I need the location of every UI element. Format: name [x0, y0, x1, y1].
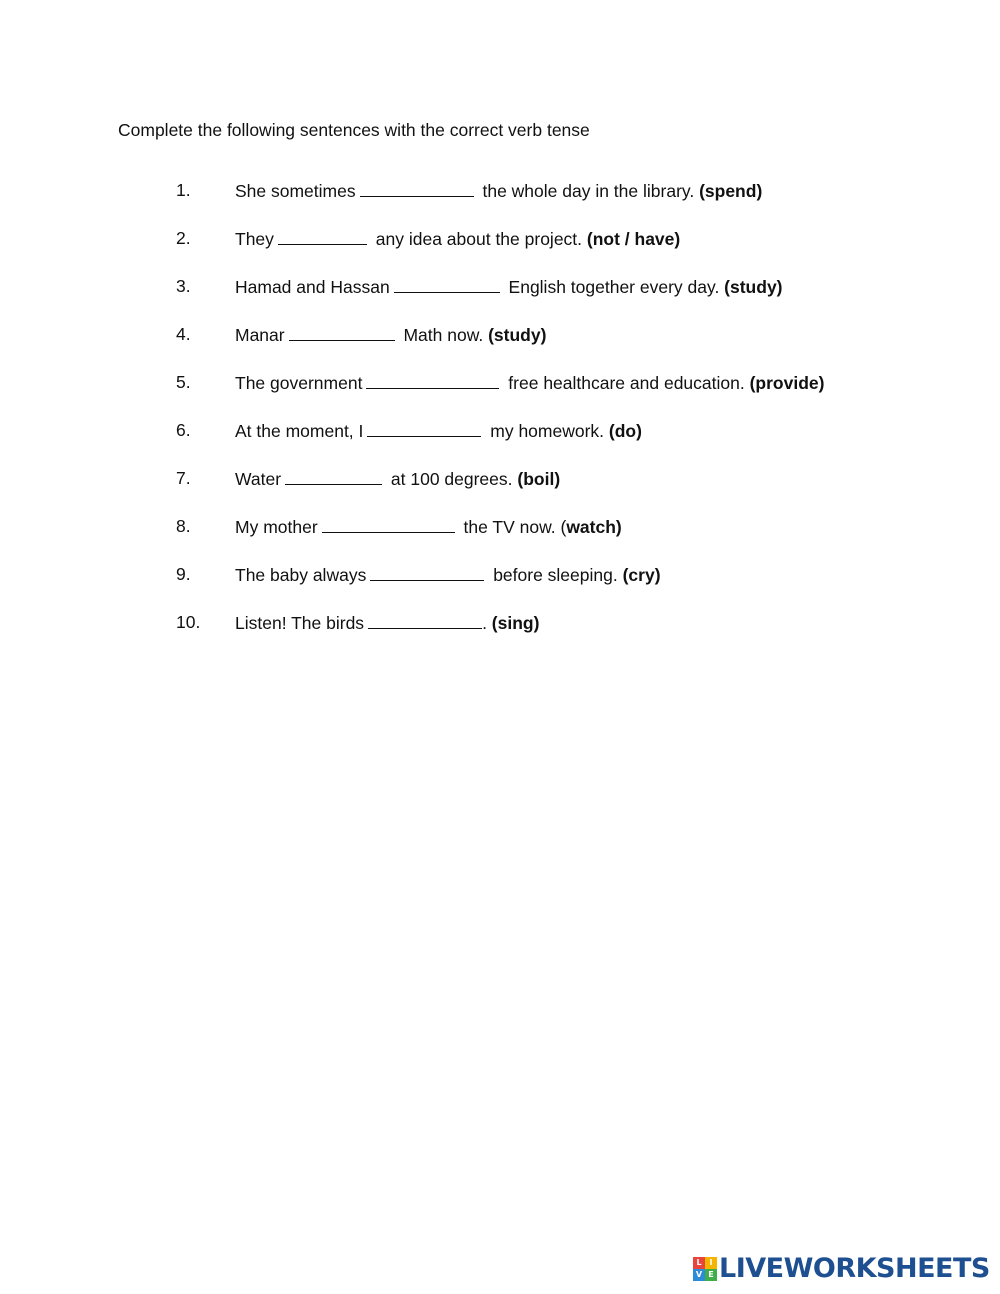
exercise-item-7 [0, 467, 1000, 515]
item-number: 4. [176, 324, 191, 344]
item-number: 6. [176, 420, 191, 440]
sentence-start: They [235, 229, 274, 249]
verb-hint: watch) [566, 517, 622, 537]
logo-tile-e: E [705, 1269, 717, 1281]
item-sentence [235, 323, 546, 346]
sentence-end: . [482, 613, 492, 633]
item-number: 2. [176, 228, 191, 248]
item-number: 10. [176, 612, 201, 632]
sentence-start: The government [235, 373, 363, 393]
sentence-start: Manar [235, 325, 285, 345]
verb-hint: (cry) [622, 565, 661, 585]
item-number: 7. [176, 468, 191, 488]
verb-hint: (provide) [749, 373, 825, 393]
verb-hint: (do) [608, 421, 642, 441]
logo-tile-l: L [693, 1257, 705, 1269]
exercise-item-6 [0, 419, 1000, 467]
answer-blank-10[interactable] [368, 611, 482, 629]
item-number: 1. [176, 180, 191, 200]
item-sentence [235, 467, 560, 490]
sentence-start: She sometimes [235, 181, 356, 201]
item-sentence [235, 419, 642, 442]
item-number: 8. [176, 516, 191, 536]
exercise-item-4 [0, 323, 1000, 371]
answer-blank-8[interactable] [322, 515, 455, 533]
answer-blank-1[interactable] [360, 179, 474, 197]
item-sentence [235, 275, 783, 298]
sentence-end: before sleeping. [488, 565, 623, 585]
answer-blank-5[interactable] [366, 371, 499, 389]
exercise-item-5 [0, 371, 1000, 419]
item-sentence [235, 227, 680, 250]
answer-blank-7[interactable] [285, 467, 382, 485]
sentence-end: at 100 degrees. [386, 469, 518, 489]
exercise-item-3 [0, 275, 1000, 323]
answer-blank-6[interactable] [367, 419, 481, 437]
exercise-item-9 [0, 563, 1000, 611]
answer-blank-4[interactable] [289, 323, 395, 341]
item-sentence [235, 179, 762, 202]
item-number: 3. [176, 276, 191, 296]
sentence-end: my homework. [485, 421, 609, 441]
liveworksheets-logo[interactable] [693, 1253, 990, 1285]
logo-tile-i: I [705, 1257, 717, 1269]
logo-tile-v: V [693, 1269, 705, 1281]
exercise-list [0, 179, 1000, 659]
exercise-item-10 [0, 611, 1000, 659]
item-number: 5. [176, 372, 191, 392]
liveworksheets-icon [693, 1257, 717, 1281]
verb-hint: (sing) [491, 613, 540, 633]
logo-text: LIVEWORKSHEETS [719, 1253, 990, 1284]
sentence-end: free healthcare and education. [503, 373, 750, 393]
verb-hint: (spend) [699, 181, 763, 201]
verb-hint: (study) [488, 325, 547, 345]
sentence-end: English together every day. [503, 277, 725, 297]
answer-blank-9[interactable] [370, 563, 484, 581]
sentence-start: Water [235, 469, 282, 489]
verb-hint: (boil) [517, 469, 561, 489]
answer-blank-2[interactable] [278, 227, 367, 245]
sentence-end: the whole day in the library. [477, 181, 700, 201]
exercise-item-8 [0, 515, 1000, 563]
item-number: 9. [176, 564, 191, 584]
item-sentence [235, 371, 824, 394]
answer-blank-3[interactable] [394, 275, 500, 293]
sentence-start: My mother [235, 517, 318, 537]
item-sentence [235, 563, 661, 586]
verb-hint: (study) [724, 277, 783, 297]
sentence-start: The baby always [235, 565, 367, 585]
sentence-end: Math now. [398, 325, 489, 345]
item-sentence [235, 611, 539, 634]
sentence-start: Hamad and Hassan [235, 277, 390, 297]
exercise-item-1 [0, 179, 1000, 227]
sentence-end: any idea about the project. [370, 229, 587, 249]
sentence-start: At the moment, I [235, 421, 364, 441]
exercise-item-2 [0, 227, 1000, 275]
instruction-text: Complete the following sentences with the correct verb tense [118, 120, 590, 140]
sentence-start: Listen! The birds [235, 613, 365, 633]
sentence-end: the TV now. ( [458, 517, 567, 537]
verb-hint: (not / have) [586, 229, 681, 249]
item-sentence [235, 515, 622, 538]
